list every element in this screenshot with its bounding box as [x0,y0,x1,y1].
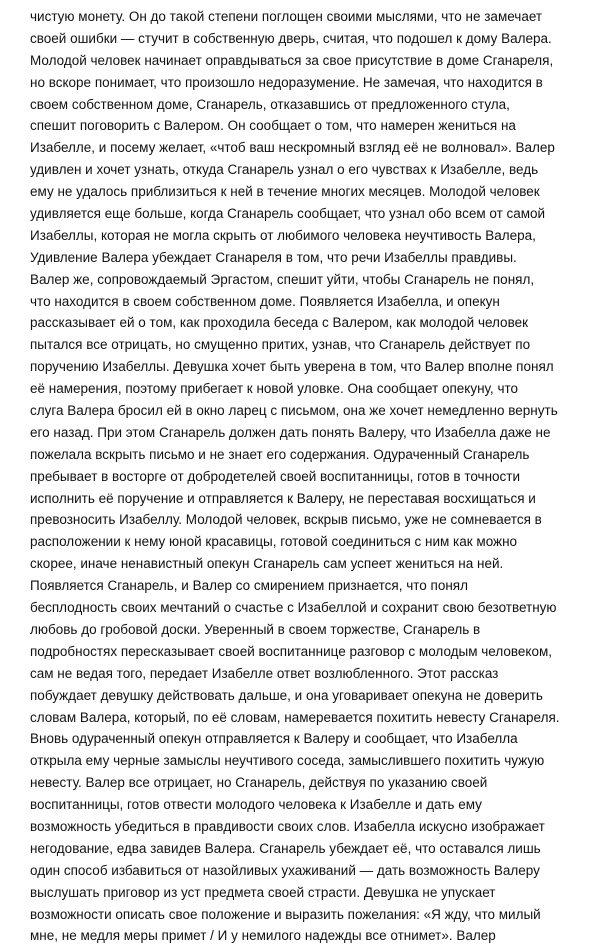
text-line: исполнить её поручение и отправляется к Валеру, не переставая восхищаться и [30,490,536,506]
text-line: что находится в своем собственном доме. Появляется Изабелла, и опекун [30,293,500,309]
text-line: Удивление Валера убеждает Сганареля в том, что речи Изабеллы правдивы. [30,249,517,265]
text-line: Валер же, сопровождаемый Эргастом, спешит уйти, чтобы Сганарель не понял, [30,271,535,287]
text-line: рассказывает ей о том, как проходила беседа с Валером, как молодой человек [30,315,529,331]
text-line: но вскоре понимает, что произошло недоразумение. Не замечая, что находится в [30,74,543,90]
text-line: открыла ему черные замыслы неучтивого соседа, замыслившего похитить чужую [30,753,545,769]
text-line: возможности описать свое положение и выразить пожелания: «Я жду, что милый [30,906,541,922]
text-line: её намерения, поэтому прибегает к новой уловке. Она сообщает опекуну, что [30,381,519,397]
text-line: Изабелле, и посему желает, «чтоб ваш нескромный взгляд её не волновал». Валер [30,140,555,156]
text-line: его назад. При этом Сганарель должен дать понять Валеру, что Изабелла даже не [30,424,551,440]
text-line: возможность убедиться в правдивости своих слов. Изабелла искусно изображает [30,818,545,834]
text-line: своей ошибки — стучит в собственную дверь, считая, что подошел к дому Валера. [30,30,552,46]
text-line: превозносить Изабеллу. Молодой человек, вскрыв письмо, уже не сомневается в [30,512,542,528]
text-line: расположении к нему юной красавицы, готовой соединиться с ним как можно [30,534,518,550]
text-line: подробностях пересказывает своей воспитаннице разговор с молодым человеком, [30,643,553,659]
text-line: удивлен и хочет узнать, откуда Сганарель узнал о его чувствах к Изабелле, ведь [30,162,539,178]
text-line: слуга Валера бросил ей в окно ларец с письмом, она же хочет немедленно вернуть [30,403,558,419]
text-line: чистую монету. Он до такой степени поглощен своими мыслями, что не замечает [30,9,543,24]
text-line: пребывает в восторге от добродетелей своей воспитанницы, готов в точности [30,468,521,484]
text-line: Молодой человек начинает оправдываться за свое присутствие в доме Сганареля, [30,52,554,68]
text-line: пытался все отрицать, но смущенно притих, узнав, что Сганарель действует по [30,337,531,353]
text-line: Появляется Сганарель, и Валер со смирением признается, что понял [30,578,468,594]
text-line: мне, не медля меры примет / И у немилого надежды все отнимет». Валер [30,928,496,944]
text-line: спешит поговорить с Валером. Он сообщает о том, что намерен жениться на [30,118,516,134]
text-line: скорее, иначе ненавистный опекун Сганарель сам успеет жениться на ней. [30,556,504,572]
text-line: невесту. Валер все отрицает, но Сганарель, действуя по указанию своей [30,775,488,791]
text-line: сам не ведая того, передает Изабелле ответ возлюбленного. Этот рассказ [30,665,499,681]
text-line: своем собственном доме, Сганарель, отказавшись от предложенного стула, [30,96,510,112]
text-line: Вновь одураченный опекун отправляется к Валеру и сообщает, что Изабелла [30,731,518,747]
text-line: поручению Изабеллы. Девушка хочет быть уверена в том, что Валер вполне понял [30,359,554,375]
text-line: один способ избавиться от назойливых ухаживаний — дать возможность Валеру [30,862,540,878]
text-line: негодование, едва завидев Валера. Сганарель убеждает её, что оставался лишь [30,840,541,856]
text-line: словам Валера, который, по её словам, намеревается похитить невесту Сганареля. [30,709,560,725]
text-line: воспитанницы, готов отвести молодого человека к Изабелле и дать ему [30,797,482,813]
text-line: любовь до гробовой доски. Уверенный в своем торжестве, Сганарель в [30,621,481,637]
text-line: Изабеллы, которая не могла скрыть от любимого человека неучтивость Валера, [30,227,536,243]
text-line: выслушать приговор из уст предмета своей страсти. Девушка не упускает [30,884,496,900]
text-line: побуждает девушку действовать дальше, и она уговаривает опекуна не доверить [30,687,543,703]
document-page [30,6,575,947]
text-line: ему не удалось приблизиться к ней в течение многих месяцев. Молодой человек [30,184,540,200]
text-line: удивляется еще больше, когда Сганарель сообщает, что узнал обо всем от самой [30,206,546,222]
text-line: бесплодность своих мечтаний о счастье с Изабеллой и сохранит свою безответную [30,600,557,616]
text-line: пожелала вскрыть письмо и не знает его содержания. Одураченный Сганарель [30,446,530,462]
